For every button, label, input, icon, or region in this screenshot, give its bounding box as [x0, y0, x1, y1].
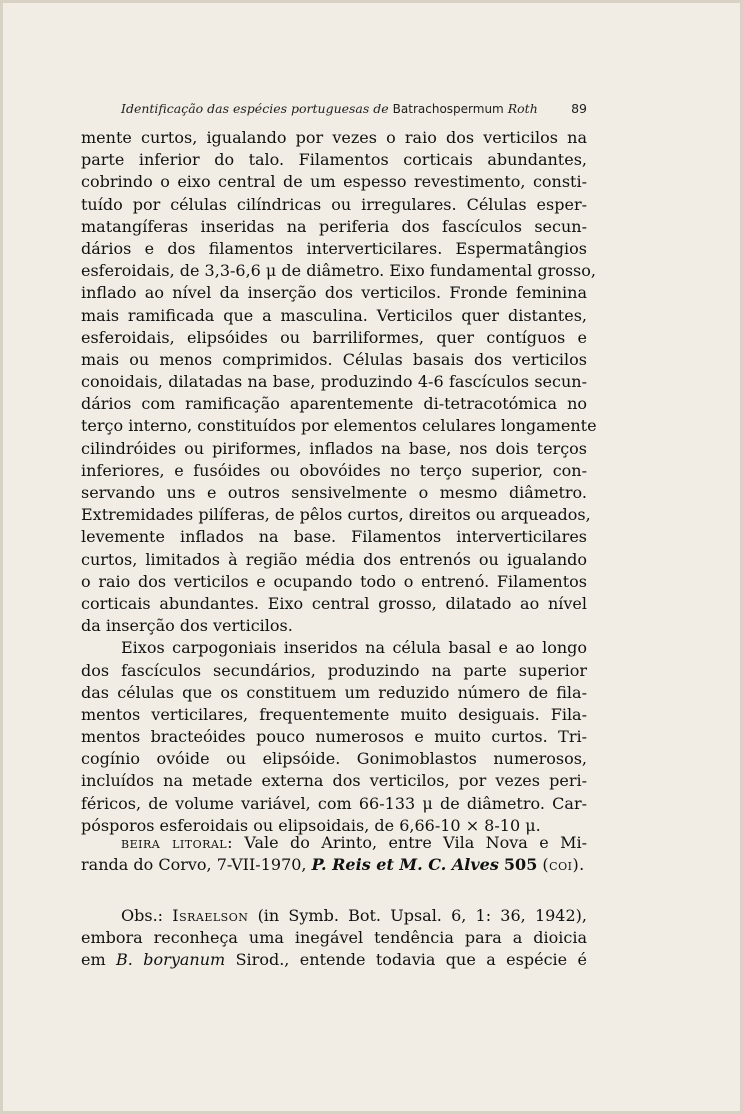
obs-line-3-rest: Sirod., entende todavia que a espécie é — [235, 950, 587, 970]
obs-author: Israelson — [172, 906, 249, 925]
specimen-region: beira litoral: — [121, 833, 234, 852]
paragraph2-line: mentos bracteóides pouco numerosos e muito curtos. Tri- — [81, 727, 587, 747]
running-title-author: Roth — [507, 101, 538, 116]
running-title-text: Identificação das espécies portuguesas de — [121, 101, 389, 116]
paragraph1-line: corticais abundantes. Eixo central grosso, dilatado ao nível — [81, 593, 587, 613]
paragraph2-line: féricos, de volume variável, com 66-133 μ de diâmetro. Car- — [81, 793, 587, 813]
paragraph-description — [81, 127, 597, 637]
paragraph2-line: dos fascículos secundários, produzindo na parte superior — [81, 660, 587, 680]
paragraph1-line: levemente inflados na base. Filamentos interverticilares — [81, 527, 587, 547]
paragraph1-line: mente curtos, igualando por vezes o raio dos verticilos na — [81, 128, 587, 147]
paragraph1-line: curtos, limitados à região média dos entrenós ou igualando — [81, 549, 587, 569]
obs-line-2: embora reconheça uma inegável tendência para a dioicia — [81, 928, 587, 948]
specimen-herbarium: (coi). — [542, 855, 585, 875]
paragraph1-line: esferoidais, de 3,3-6,6 μ de diâmetro. Eixo fundamental grosso, — [81, 261, 596, 281]
specimen-line-2 — [81, 854, 587, 876]
paragraph1-line: mais ramificada que a masculina. Verticilos quer distantes, — [81, 305, 587, 325]
specimen-number: 505 — [503, 855, 538, 875]
paragraph-carpogonia — [81, 637, 587, 837]
running-title — [121, 101, 538, 116]
specimen-collectors: P. Reis et M. C. Alves — [311, 855, 499, 875]
paragraph1-line: dários e dos filamentos interverticilares. Espermatângios — [81, 238, 587, 258]
observation-note — [81, 905, 587, 972]
paragraph2-line: cogínio ovóide ou elipsóide. Gonimoblastos numerosos, — [81, 749, 587, 769]
paragraph1-line: Extremidades pilíferas, de pêlos curtos, direitos ou arqueados, — [81, 505, 591, 525]
paragraph1-line: terço interno, constituídos por elementos celulares longamente — [81, 416, 597, 436]
specimen-record — [81, 832, 587, 876]
paragraph2-line: incluídos na metade externa dos verticilos, por vezes peri- — [81, 771, 587, 791]
obs-label: Obs.: — [121, 906, 164, 925]
obs-line-3-pre: em — [81, 950, 106, 970]
specimen-date: randa do Corvo, 7-VII-1970, — [81, 855, 307, 875]
paragraph1-line: cilindróides ou piriformes, inflados na base, nos dois terços — [81, 438, 587, 458]
paragraph1-line: dários com ramificação aparentemente di-tetracotómica no — [81, 394, 587, 414]
paragraph1-line: tuído por células cilíndricas ou irregulares. Células esper- — [81, 194, 587, 214]
specimen-locality: Vale do Arinto, entre Vila Nova e Mi- — [244, 833, 587, 852]
running-title-genus: Batrachospermum — [392, 102, 504, 116]
paragraph1-line: inferiores, e fusóides ou obovóides no terço superior, con- — [81, 460, 587, 480]
paragraph1-line: cobrindo o eixo central de um espesso revestimento, consti- — [81, 172, 587, 192]
book-page — [3, 3, 740, 1111]
running-header — [121, 101, 587, 121]
paragraph1-line: inflado ao nível da inserção dos verticilos. Fronde feminina — [81, 283, 587, 303]
paragraph1-line: servando uns e outros sensivelmente o mesmo diâmetro. — [81, 483, 587, 502]
obs-citation: (in Symb. Bot. Upsal. 6, 1: 36, 1942), — [257, 906, 587, 925]
description-text — [81, 127, 597, 837]
paragraph1-line: o raio dos verticilos e ocupando todo o entrenó. Filamentos — [81, 571, 587, 591]
obs-species: B. boryanum — [116, 950, 226, 970]
paragraph2-line: das células que os constituem um reduzido número de fila- — [81, 682, 587, 702]
specimen-line-1 — [81, 832, 587, 854]
paragraph2-line: Eixos carpogoniais inseridos na célula basal e ao longo — [121, 638, 587, 658]
paragraph2-line: pósporos esferoidais ou elipsoidais, de 6,66-10 × 8-10 μ. — [81, 815, 541, 835]
obs-line-3 — [81, 949, 587, 971]
paragraph1-line: esferoidais, elipsóides ou barriliformes, quer contíguos e — [81, 327, 587, 347]
page-number: 89 — [571, 101, 587, 116]
obs-line-1 — [81, 905, 587, 927]
paragraph1-line: conoidais, dilatadas na base, produzindo 4-6 fascículos secun- — [81, 372, 587, 392]
paragraph1-line: mais ou menos comprimidos. Células basais dos verticilos — [81, 349, 587, 369]
paragraph1-line: matangíferas inseridas na periferia dos fascículos secun- — [81, 216, 587, 236]
paragraph1-line: parte inferior do talo. Filamentos corticais abundantes, — [81, 150, 587, 170]
paragraph2-line: mentos verticilares, frequentemente muito desiguais. Fila- — [81, 704, 587, 724]
paragraph1-line: da inserção dos verticilos. — [81, 616, 293, 636]
